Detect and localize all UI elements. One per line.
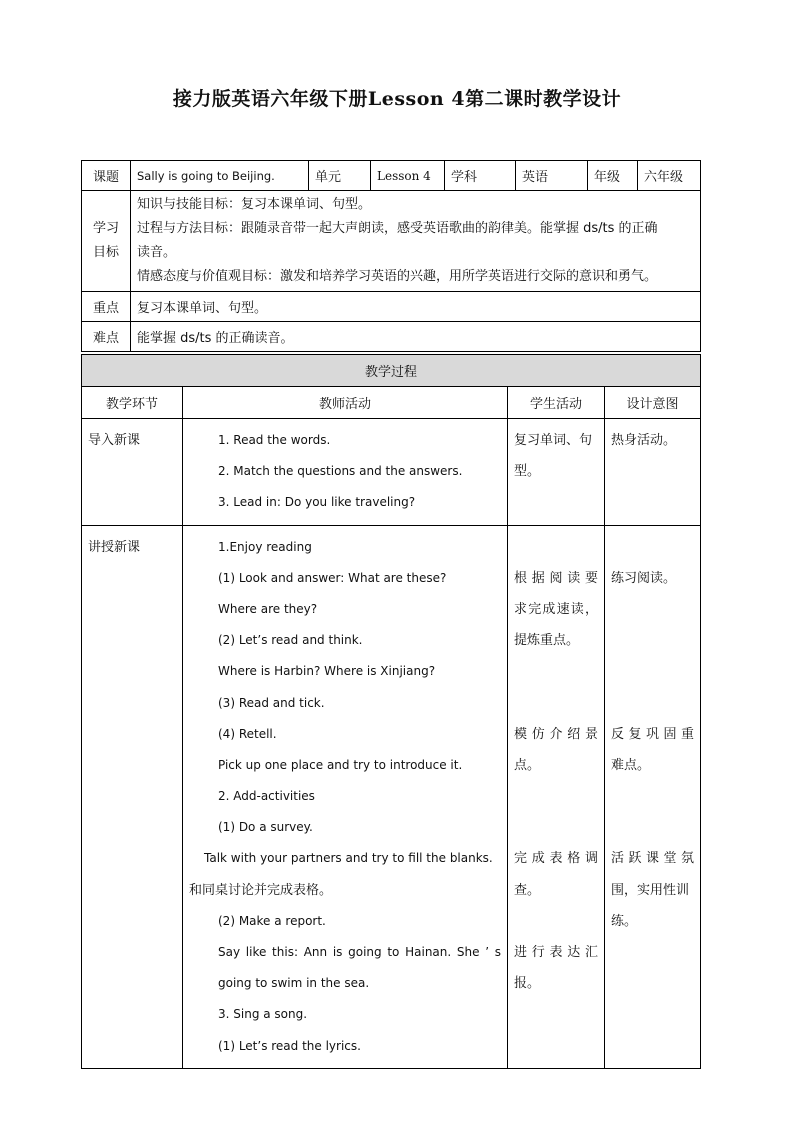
new-intent-line (611, 937, 694, 968)
intro-student (508, 419, 605, 526)
intro-teacher-line: 3. Lead in: Do you like traveling? (218, 495, 416, 510)
new-teacher (183, 525, 508, 1068)
process-table (81, 354, 701, 1069)
new-teacher-line: Where are they? (218, 601, 318, 616)
subject-value: 英语 (516, 161, 588, 191)
new-student-line (514, 999, 598, 1030)
new-intent-line: 练。 (611, 913, 638, 929)
topic-label: 课题 (82, 161, 131, 191)
new-intent-line (611, 594, 694, 625)
new-student-line: 模仿介绍景 (514, 726, 598, 742)
info-row-basic (82, 161, 701, 191)
new-intent-line (611, 999, 694, 1030)
new-intent-line (611, 812, 694, 843)
new-teacher-line: 2. Add-activities (218, 789, 315, 804)
new-teacher-line: 1.Enjoy reading (218, 539, 312, 554)
new-intent-line: 反复巩固重 (611, 726, 695, 742)
new-teacher-line: (4) Retell. (218, 726, 277, 741)
new-intent-line: 活跃课堂氛 (611, 851, 695, 867)
grade-value: 六年级 (638, 161, 701, 191)
objectives-label-line1: 学习 (92, 221, 119, 236)
intro-teacher-line: 2. Match the questions and the answers. (218, 464, 463, 479)
new-student-line: 点。 (514, 757, 541, 773)
new-stage (82, 525, 183, 1068)
new-intent-line (611, 532, 694, 563)
new-teacher-line: (1) Look and answer: What are these? (218, 570, 447, 585)
objective-process: 过程与方法目标：跟随录音带一起大声朗读，感受英语歌曲的韵律美。能掌握 ds/ts 的正确 (137, 221, 658, 236)
intro-teacher (183, 419, 508, 526)
new-student-line: 求完成速读， (514, 601, 598, 617)
new-teacher-line: Say like this: Ann is going to Hainan. She ’ s (218, 945, 501, 959)
header-intent: 设计意图 (605, 387, 701, 419)
new-student-line: 完成表格调 (514, 851, 598, 867)
new-intent-line: 练习阅读。 (611, 570, 677, 586)
new-student-line (514, 812, 598, 843)
intro-student-line: 复习单词、句 (514, 433, 593, 448)
new-teacher-line: 和同桌讨论并完成表格。 (189, 882, 333, 898)
new-student-line: 进行表达汇 (514, 945, 598, 960)
new-intent-line: 围，实用性训 (611, 882, 690, 898)
new-intent-line (611, 688, 694, 719)
new-student-line (514, 781, 598, 812)
new-teacher-line: going to swim in the sea. (218, 976, 370, 991)
intro-teacher-line: 1. Read the words. (218, 433, 331, 447)
new-teacher-line: (1) Let’s read the lyrics. (218, 1038, 361, 1053)
new-intent-line (611, 1031, 694, 1062)
new-intent (605, 525, 701, 1068)
new-student-line (514, 656, 598, 687)
grade-label: 年级 (588, 161, 638, 191)
objectives-cell (131, 191, 701, 292)
new-teacher-line: 3. Sing a song. (218, 1007, 308, 1022)
header-teacher: 教师活动 (183, 387, 508, 419)
new-intent-line: 难点。 (611, 757, 651, 773)
topic-value: Sally is going to Beijing. (131, 161, 309, 191)
info-row-objectives (82, 191, 701, 292)
intro-row (82, 419, 701, 526)
objective-process-cont: 读音。 (137, 245, 177, 260)
new-intent-line (611, 656, 694, 687)
unit-label: 单元 (309, 161, 371, 191)
new-teacher-line: (2) Let’s read and think. (218, 633, 363, 648)
new-student-line: 提炼重点。 (514, 633, 580, 649)
objective-knowledge: 知识与技能目标：复习本课单词、句型。 (137, 197, 372, 212)
intro-student-line: 型。 (514, 464, 541, 480)
intro-stage (82, 419, 183, 526)
new-student-line (514, 688, 598, 719)
new-student (508, 525, 605, 1068)
new-student-line (514, 1031, 598, 1062)
difficulty-value: 能掌握 ds/ts 的正确读音。 (131, 322, 701, 352)
subject-label: 学科 (445, 161, 516, 191)
new-intent-line (611, 625, 694, 656)
header-student: 学生活动 (508, 387, 605, 419)
new-student-line: 报。 (514, 976, 541, 992)
process-section-title: 教学过程 (82, 355, 701, 387)
unit-value: Lesson 4 (371, 161, 445, 191)
difficulty-label: 难点 (82, 322, 131, 352)
new-intent-line (611, 968, 694, 999)
new-student-line: 查。 (514, 882, 541, 898)
new-lesson-row (82, 525, 701, 1068)
key-value: 复习本课单词、句型。 (131, 292, 701, 322)
new-teacher-line: Pick up one place and try to introduce it. (218, 757, 463, 772)
new-student-line (514, 906, 598, 937)
new-teacher-line: Talk with your partners and try to fill the blanks. (204, 851, 493, 866)
document-title: 接力版英语六年级下册Lesson 4第二课时教学设计 (172, 88, 622, 110)
new-student-line (514, 532, 598, 563)
new-teacher-line: (2) Make a report. (218, 913, 326, 928)
objective-attitude: 情感态度与价值观目标：激发和培养学习英语的兴趣，用所学英语进行交际的意识和勇气。 (137, 269, 658, 284)
info-row-difficulty (82, 322, 701, 352)
process-header-row (82, 387, 701, 419)
intro-intent (605, 419, 701, 526)
header-stage: 教学环节 (82, 387, 183, 419)
info-row-key (82, 292, 701, 322)
intro-stage-label: 导入新课 (88, 433, 141, 448)
info-table (81, 160, 701, 352)
new-intent-line (611, 781, 694, 812)
objectives-label (82, 191, 131, 292)
key-label: 重点 (82, 292, 131, 322)
intro-intent-line: 热身活动。 (611, 433, 677, 448)
new-teacher-line: (1) Do a survey. (218, 820, 313, 835)
new-stage-label: 讲授新课 (88, 539, 141, 555)
new-teacher-line: (3) Read and tick. (218, 695, 325, 710)
new-student-line: 根据阅读要 (514, 570, 598, 586)
new-teacher-line: Where is Harbin? Where is Xinjiang? (218, 664, 436, 679)
objectives-label-line2: 目标 (92, 245, 119, 260)
